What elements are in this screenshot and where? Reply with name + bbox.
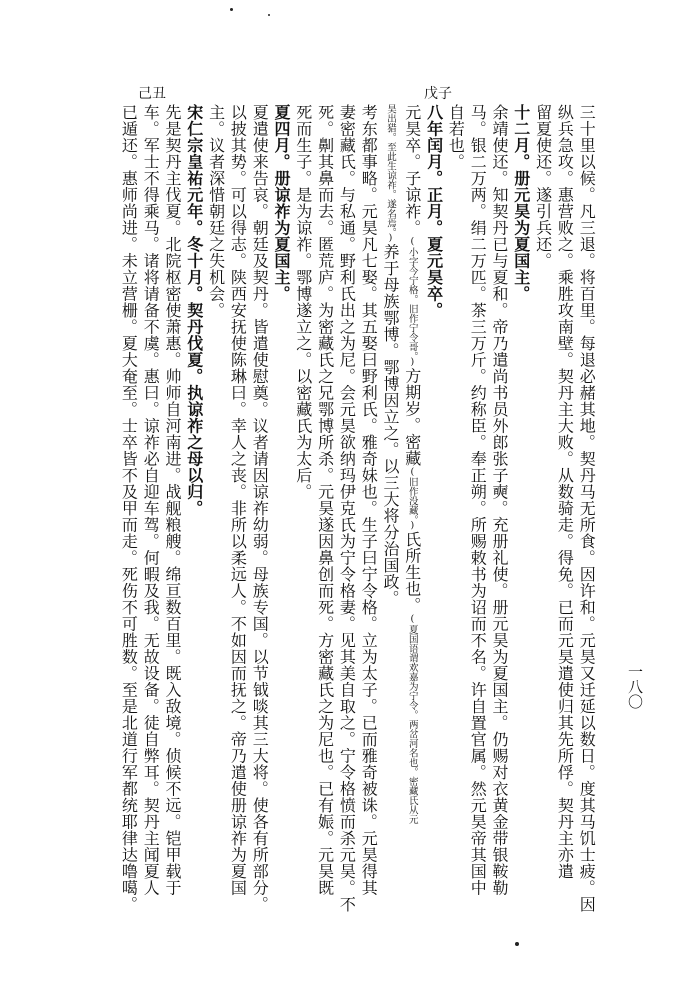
heading-text: 执谅祚之母以归。 <box>184 384 204 517</box>
text-column <box>357 104 379 984</box>
text-column <box>444 104 466 984</box>
text-column <box>575 104 597 984</box>
annotation-note: (旧作没藏。) <box>406 466 418 531</box>
text-column <box>423 104 445 984</box>
body-text: 马。银二万两。绢二万匹。茶三万斤。约称臣。奉正朔。所赐敕书为诏而不名。许自置官属。然元昊帝其国中 <box>468 104 488 896</box>
body-text: 夏遣使来告哀。朝廷及契丹。皆遣使慰奠。议者请因谅祚幼弱。母族专国。以节钺啖其三大将。使各有所部分。 <box>250 104 270 913</box>
body-text: 主。议者深惜朝廷之失机会。 <box>206 104 226 319</box>
annotation-note: (夏国语谓欢嘉为宁令。两岔河名也。密藏氏从元 <box>406 613 418 824</box>
body-text: 元昊卒。子谅祚。 <box>402 104 422 236</box>
heading-text: 宋仁宗皇祐元年。 <box>184 104 204 236</box>
heading-text: 册谅祚为夏国主。 <box>272 170 291 302</box>
body-text: 死。劓其鼻而去。匿荒庐。为密藏氏之兄鄂博所杀。元昊遂因鼻创而死。方密藏氏之为尼也。已有娠。元昊既 <box>315 104 335 896</box>
body-text: 余靖使还。知契丹已与夏和。帝乃遣尚书员外郎张子奭。充册礼使。册元昊为夏国主。仍赐对衣黄金带银鞍勒 <box>490 104 509 896</box>
heading-text: 冬十月。 <box>184 236 204 302</box>
text-column <box>532 104 554 984</box>
heading-text: 册元昊为夏国主。 <box>511 170 531 302</box>
text-column <box>292 104 314 984</box>
body-text: 先是契丹主伐夏。北院枢密使萧惠。帅师自河南进。战舰粮艘。绵亘数百里。既入敌境。侦候不远。铠甲载于 <box>163 104 182 896</box>
text-column <box>117 104 139 984</box>
text-column <box>510 104 532 984</box>
body-text: 车。军士不得乘马。诸将请备不虞。惠曰。谅祚必自迎车驾。何暇及我。无故设备。徒自弊耳。契丹主闻夏人 <box>141 104 161 896</box>
print-speck <box>268 14 270 16</box>
body-text: 三十里以候。凡三退。将百里。每退必赭其地。契丹马无所食。因许和。元昊又迁延以数日。度其马饥士疲。因 <box>577 104 597 913</box>
heading-text: 契丹伐夏。 <box>184 302 204 385</box>
text-column <box>466 104 488 984</box>
text-column <box>205 104 227 984</box>
heading-text: 八年闰月。 <box>424 104 444 187</box>
heading-text: 正月。 <box>424 186 444 236</box>
text-column <box>183 104 205 984</box>
body-text: 妻密藏氏。与私通。野利氏出之为尼。会元昊欲纳玛伊克氏为宁令格妻。见其美自取之。宁令格愤而杀元昊。不 <box>337 104 357 913</box>
heading-text: 夏元昊卒。 <box>424 236 444 319</box>
heading-text: 夏四月。 <box>272 104 291 170</box>
text-column <box>488 104 510 984</box>
body-text: 纵兵急攻。惠营败之。乘胜攻南壁。契丹主大败。从数骑走。得免。已而元昊遣使归其先所俘。契丹主亦遣 <box>555 104 575 880</box>
heading-text: 十二月。 <box>511 104 531 170</box>
body-text: 自若也。 <box>446 104 466 170</box>
text-column <box>161 104 183 984</box>
text-column <box>314 104 336 984</box>
body-text: 方期岁。密藏 <box>402 367 422 467</box>
text-column <box>379 104 401 984</box>
text-column <box>270 104 292 984</box>
body-text: 死而生子。是为谅祚。鄂博遂立之。以密藏氏为太后。 <box>293 104 313 500</box>
body-text: 考东都事略。元昊凡七娶。其五娶曰野利氏。雅奇妹也。生子曰宁令格。立为太子。已而雅奇被诛。元昊得其 <box>359 104 379 896</box>
annotation-note: 昊出猎。至此生谅祚。遂名焉。) <box>385 104 396 244</box>
cyclic-year-mark-2: 己丑 <box>138 86 166 102</box>
text-column <box>226 104 248 984</box>
print-speck <box>515 942 519 946</box>
text-column <box>401 104 423 984</box>
text-column <box>335 104 357 984</box>
text-column <box>248 104 270 984</box>
body-text: 已遁还。惠师尚进。未立营栅。夏大奄至。士卒皆不及甲而走。死伤不可胜数。至是北道行军都统耶律达噜噶。 <box>119 104 139 913</box>
page-number: 一八〇 <box>626 664 644 709</box>
cyclic-year-mark-1: 戊子 <box>424 86 452 102</box>
body-text: 留夏使还。遂引兵还。 <box>533 104 553 269</box>
body-text: 养于母族鄂博。鄂博因立之。以三大将分治国政。 <box>381 243 400 607</box>
body-text: 氏所生也。 <box>402 531 422 614</box>
text-column <box>553 104 575 984</box>
print-speck <box>230 8 233 11</box>
annotation-note: (小字今宁格。旧作宁令哥。) <box>406 236 418 368</box>
body-text: 以披其势。可以得志。陕西安抚使陈琳曰。幸人之丧。非所以柔远人。不如因而抚之。帝乃遣使册谅祚为夏国 <box>228 104 248 896</box>
text-column <box>139 104 161 984</box>
